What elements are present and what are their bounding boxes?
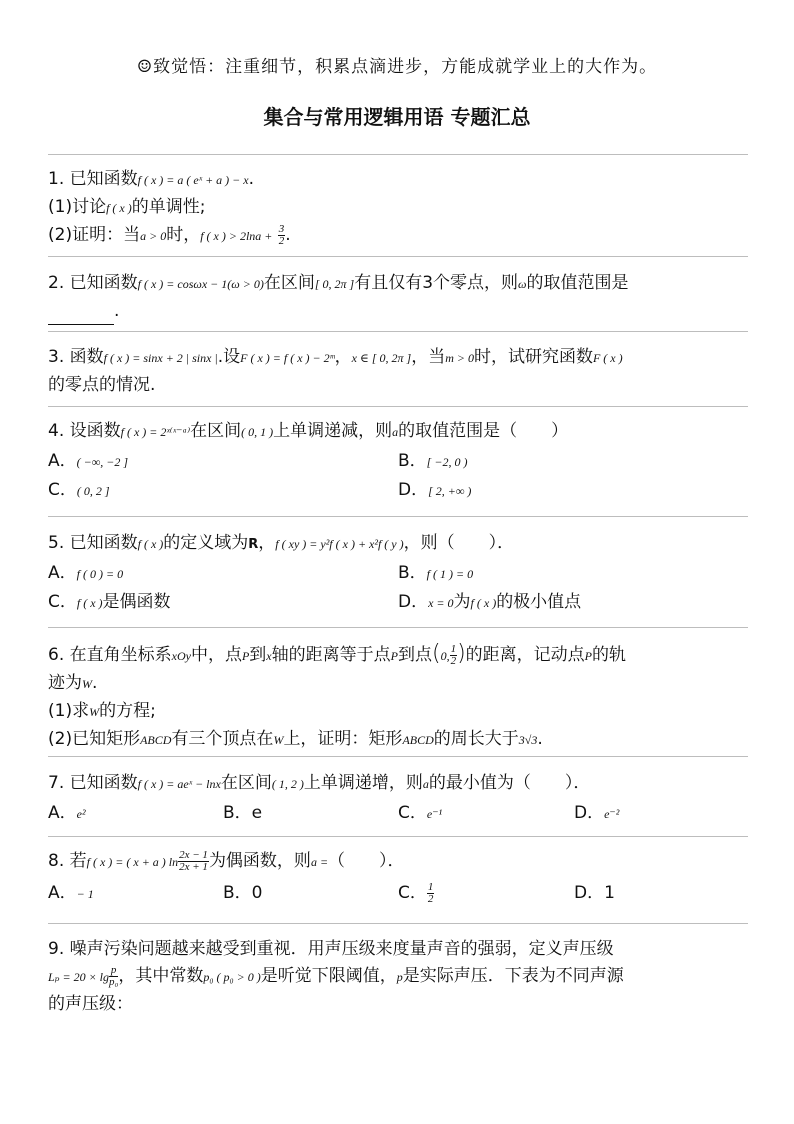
divider (48, 256, 748, 257)
question-1: 1. 已知函数f ( x ) = a ( eˣ + a ) − x. (1)讨论f ( x )的单调性; (2)证明：当a > 0时，f ( x ) > 2lna + $\frac{3}{2}$ . (48, 169, 291, 247)
option-a: A．e² (48, 803, 86, 823)
fraction: $\frac{1}{2}$ (450, 642, 457, 667)
divider (48, 923, 748, 924)
option-d: D．x = 0为f ( x )的极小值点 (398, 592, 582, 612)
motto-line: ☺致觉悟：注重细节，积累点滴进步，方能成就学业上的大作为。 (136, 57, 658, 77)
option-d: D．1 (574, 883, 615, 903)
option-a: A．− 1 (48, 883, 94, 903)
option-c: C．f ( x )是偶函数 (48, 592, 171, 612)
page-title: 集合与常用逻辑用语 专题汇总 (263, 105, 531, 129)
fraction: $\frac{1}{2}$ (427, 880, 434, 905)
question-4: 4. 设函数f ( x ) = 2ˣ⁽ˣ⁻ᵃ⁾在区间( 0, 1 )上单调递减，则a的取值范围是（ ） A．( −∞, −2 ] B．[ −2, 0 ) C．( 0, 2 ] D．[ 2, +∞ ) (48, 418, 750, 506)
fraction: $\frac{2x - 1}{2x + 1}$ (179, 848, 208, 873)
question-9: 9. 噪声污染问题越来越受到重视．用声压级来度量声音的强弱，定义声压级 Lₚ = 20 × lg $\frac{p}{\text{p₀}}$ ，其中常数p₀ ( p₀ > 0 )是听觉下限阈值，p是实际声压．下表为不同声源 的声压级： (48, 939, 624, 1014)
answer-blank (48, 308, 114, 325)
question-6: 6. 在直角坐标系xOy中，点P到x轴的距离等于点P到点(0, $\frac{1}{2}$ )的距离，记动点P的轨 迹为W. (1)求W的方程; (2)已知矩形ABCD有三个顶点在W上，证明：矩形ABCD的周长大于3√3. (48, 641, 626, 749)
option-b: B．0 (223, 883, 263, 903)
question-7: 7. 已知函数f ( x ) = aeˣ − lnx在区间( 1, 2 )上单调递增，则a的最小值为（ ）． A．e² B．e C．e⁻¹ D．e⁻² (48, 770, 750, 829)
divider (48, 331, 748, 332)
option-a: A．( −∞, −2 ] (48, 451, 129, 471)
option-b: B．e (223, 803, 263, 823)
divider (48, 406, 748, 407)
option-d: D．e⁻² (574, 803, 620, 823)
question-5: 5. 已知函数f ( x )的定义域为R，f ( xy ) = y²f ( x ) + x²f ( y )，则（ ）． A．f ( 0 ) = 0 B．f ( 1 ) = 0 C．f ( x )是偶函数 D．x = 0为f ( x )的极小值点 (48, 530, 750, 618)
option-c: C． $\frac{1}{2}$ (398, 880, 434, 905)
option-b: B．f ( 1 ) = 0 (398, 563, 474, 583)
option-a: A．f ( 0 ) = 0 (48, 563, 124, 583)
question-3: 3. 函数f ( x ) = sinx + 2 | sinx |.设F ( x ) = f ( x ) − 2ᵐ，x ∈ [ 0, 2π ]，当m > 0时，试研究函数F ( x ) 的零点的情况. (48, 347, 623, 395)
option-c: C．( 0, 2 ] (48, 480, 110, 500)
question-2: 2. 已知函数f ( x ) = cosωx − 1(ω > 0)在区间[ 0, 2π ]有且仅有3个零点，则ω的取值范围是 . (48, 270, 750, 325)
divider (48, 154, 748, 155)
option-b: B．[ −2, 0 ) (398, 451, 468, 471)
fraction: $\frac{p}{\text{p₀}}$ (109, 963, 119, 988)
divider (48, 516, 748, 517)
question-8: 8. 若f ( x ) = ( x + a ) ln $\frac{2x - 1}{2x + 1}$ 为偶函数，则a =（ ）． A．− 1 B．0 C． $\frac{1}{2}$ D．1 (48, 848, 750, 909)
divider (48, 627, 748, 628)
divider (48, 836, 748, 837)
option-c: C．e⁻¹ (398, 803, 443, 823)
fraction: $\frac{3}{2}$ (278, 222, 285, 247)
option-d: D．[ 2, +∞ ) (398, 480, 472, 500)
divider (48, 756, 748, 757)
